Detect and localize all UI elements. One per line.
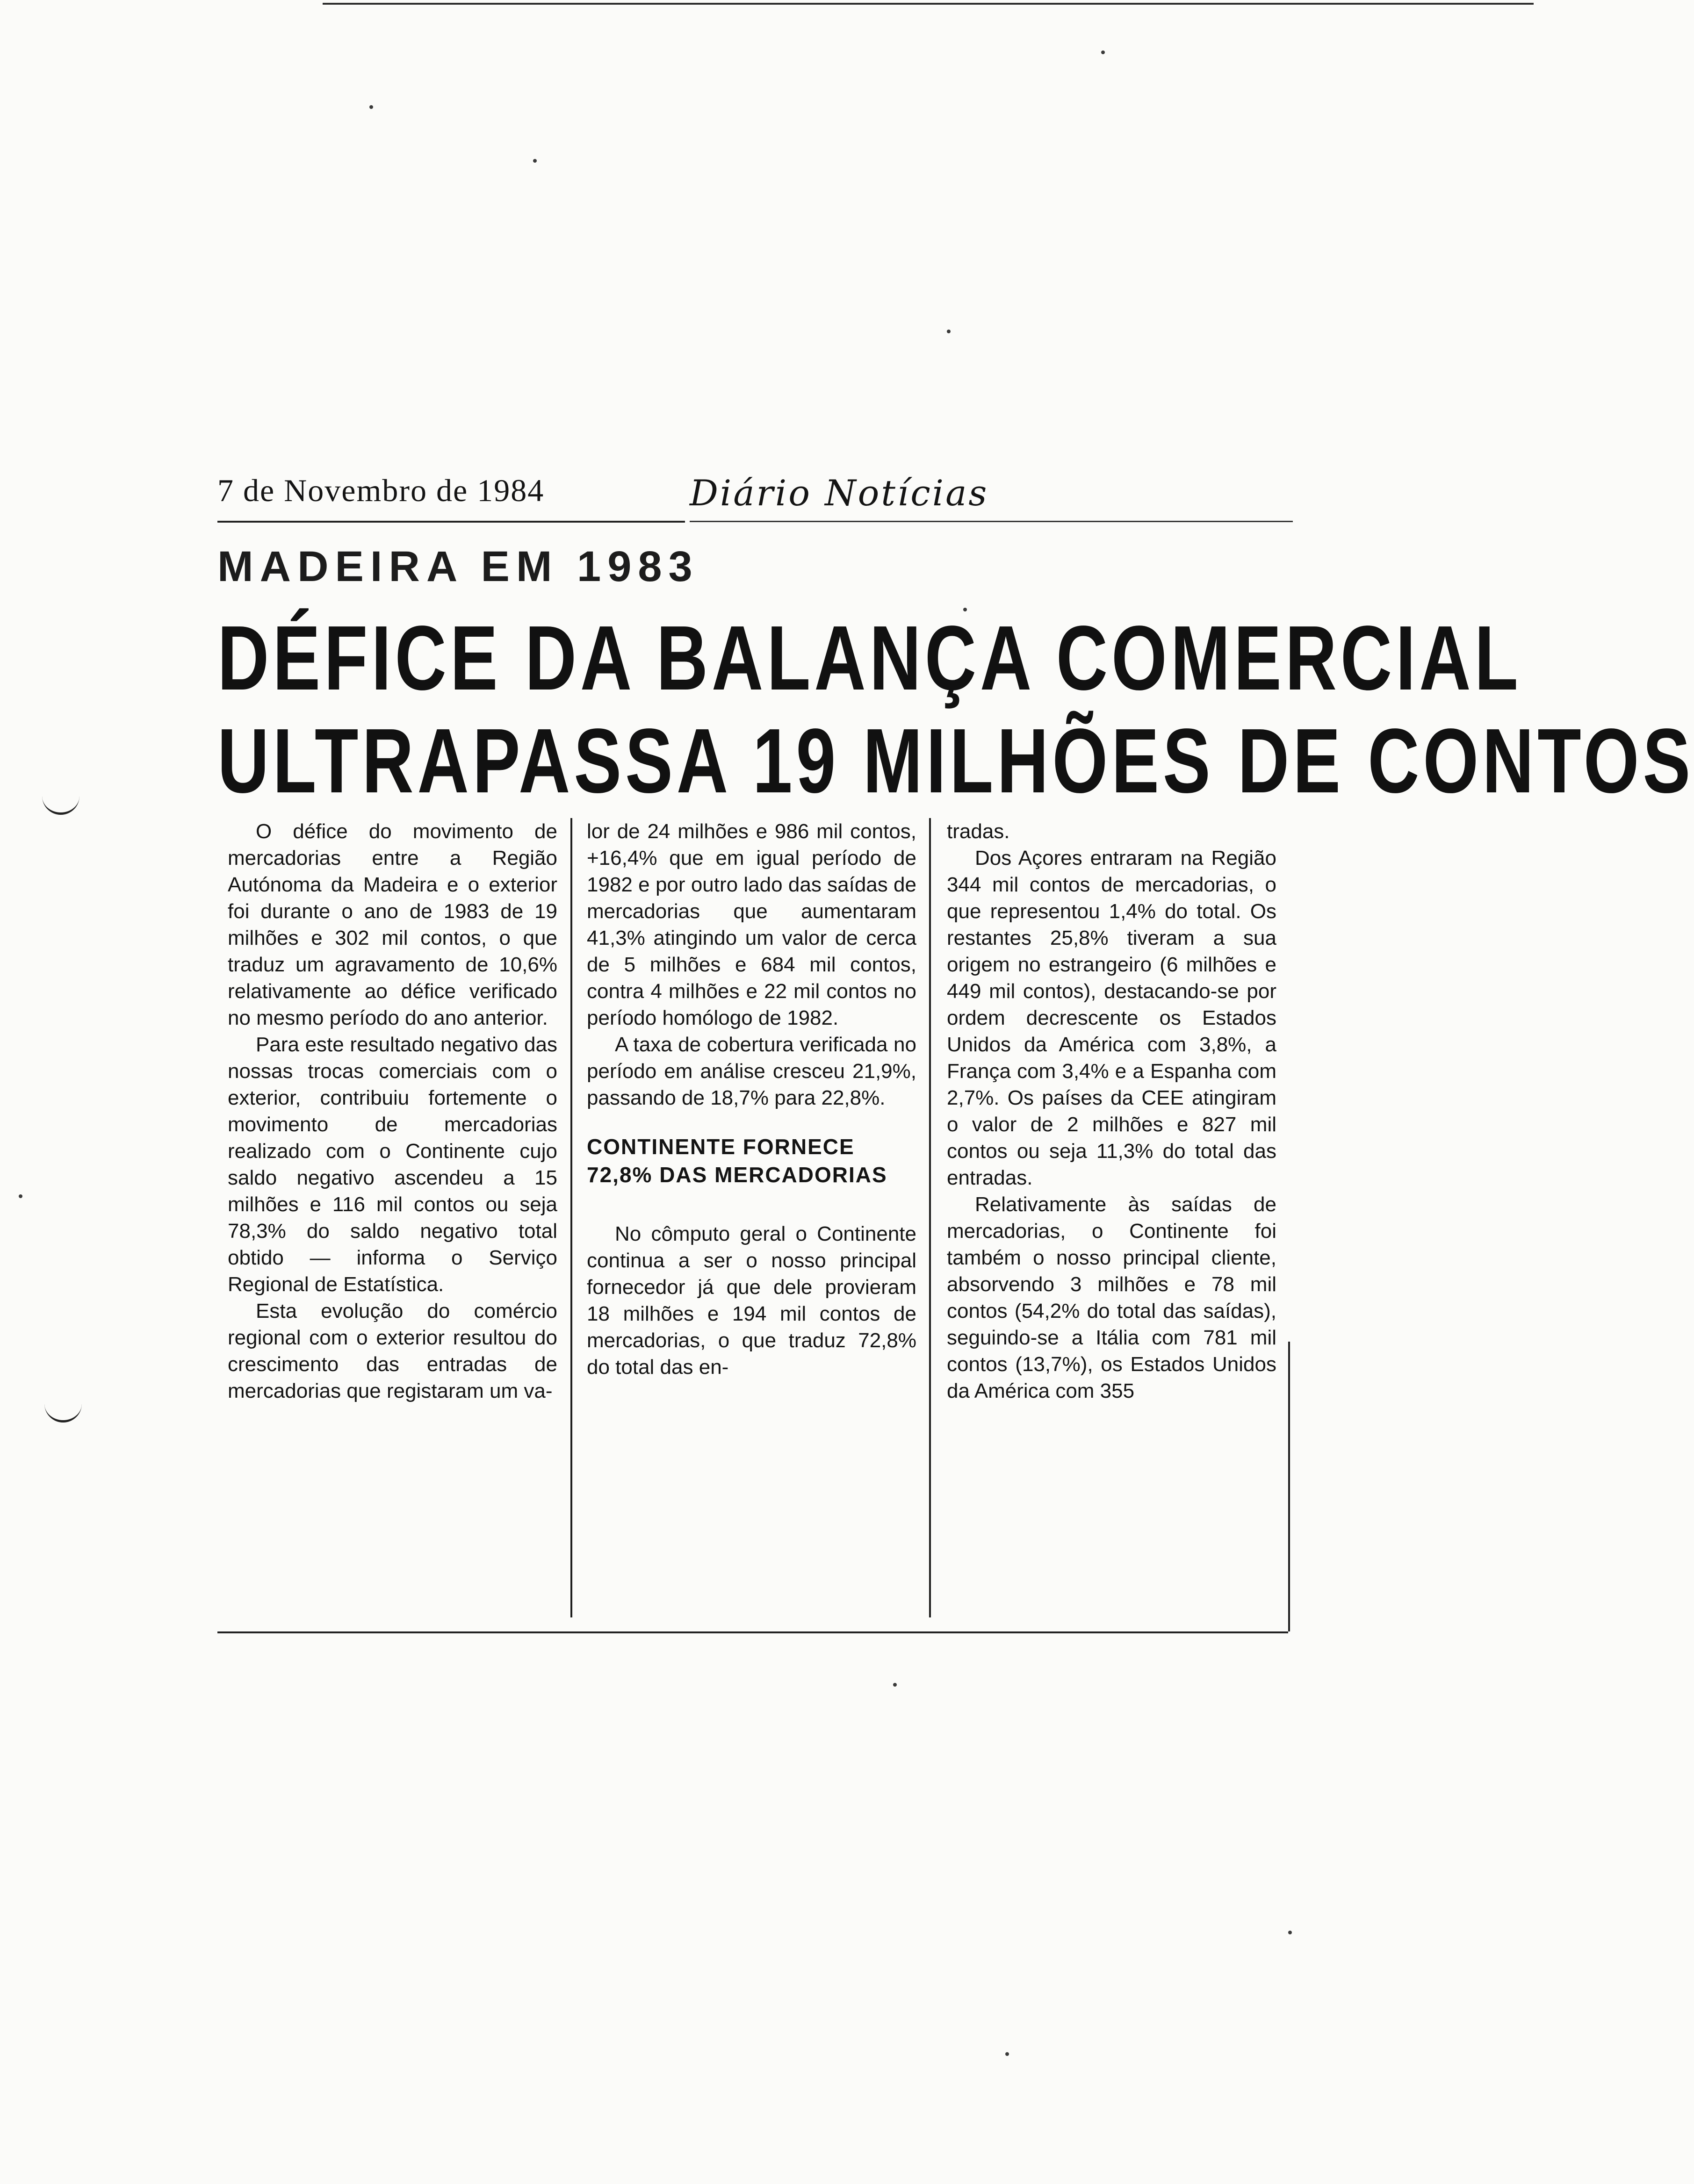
publication-underline (690, 521, 1293, 522)
publication-name: Diário Notícias (690, 472, 989, 514)
article-column-2 (587, 818, 916, 1380)
paragraph: O défice do movimento de mercadorias entre a Região Autónoma da Madeira e o exterior foi durante o ano de 1983 de 19 milhões e 302 mil contos, o que traduz um agravamento de 10,6% relativamente ao défice verificado no mesmo período do ano anterior. (228, 820, 557, 1029)
column-divider (929, 818, 931, 1617)
article-column-1 (228, 818, 557, 1404)
paragraph: No cômputo geral o Continente continua a ser o nosso principal fornecedor já que dele provieram 18 milhões e 194 mil contos de mercadorias, o que traduz 72,8% do total das en- (587, 1222, 916, 1379)
paragraph: Para este resultado negativo das nossas trocas comerciais com o exterior, contribuiu fortemente o movimento de mercadorias realizado com o Continente cujo saldo negativo ascendeu a 15 milhões e 116 mil contos ou seja 78,3% do saldo negativo total obtido — informa o Serviço Regional de Estatística. (228, 1033, 557, 1296)
article-column-3 (947, 818, 1276, 1404)
column-edge-rule (1288, 1342, 1290, 1631)
scan-speck (1101, 50, 1105, 54)
paragraph: Relativamente às saídas de mercadorias, o Continente foi também o nosso principal cliente, absorvendo 3 milhões e 78 mil contos (54,2% do total das saídas), seguindo-se a Itália com 781 mil contos (13,7%), os Estados Unidos da América com 355 (947, 1193, 1276, 1402)
scan-speck (1005, 2052, 1009, 2056)
scan-speck (369, 105, 373, 109)
newspaper-clipping (217, 472, 1694, 1645)
headline-line-2: ULTRAPASSA 19 MILHÕES DE CONTOS (217, 710, 1694, 812)
scan-speck (947, 330, 951, 333)
scan-speck (533, 159, 537, 163)
column-divider (570, 818, 572, 1617)
scan-speck (1288, 1931, 1292, 1934)
page-top-edge-rule (323, 3, 1534, 5)
paragraph: lor de 24 milhões e 986 mil contos, +16,4% que em igual período de 1982 e por outro lado das saídas de mercadorias que aumentaram 41,3% atingindo um valor de cerca de 5 milhões e 684 mil contos, contra 4 milhões e 22 mil contos no período homólogo de 1982. (587, 820, 916, 1029)
scan-speck (19, 1194, 22, 1198)
paragraph: Dos Açores entraram na Região 344 mil contos de mercadorias, o que representou 1,4% do total. Os restantes 25,8% tiveram a sua origem no estrangeiro (6 milhões e 449 mil contos), destacando-se por ordem decrescente os Estados Unidos da América com 3,8%, a França com 3,4% e a Espanha com 2,7%. Os países da CEE atingiram o valor de 2 milhões e 827 mil contos ou seja 11,3% do total das entradas. (947, 847, 1276, 1189)
hole-punch-mark (42, 790, 79, 815)
scan-speck (893, 1683, 897, 1687)
article-columns (217, 818, 1293, 1634)
article-subheading: CONTINENTE FORNECE 72,8% DAS MERCADORIAS (587, 1135, 887, 1187)
hole-punch-mark (44, 1398, 82, 1422)
dateline (217, 472, 1293, 524)
paragraph: A taxa de cobertura verificada no período em análise cresceu 21,9%, passando de 18,7% para 22,8%. (587, 1033, 916, 1109)
headline-line-1: DÉFICE DA BALANÇA COMERCIAL (217, 607, 1522, 709)
publication-date: 7 de Novembro de 1984 (217, 473, 545, 508)
paragraph: tradas. (947, 820, 1010, 843)
paragraph: Esta evolução do comércio regional com o exterior resultou do crescimento das entradas de mercadorias que registaram um va- (228, 1300, 557, 1402)
date-underline (217, 521, 685, 523)
article-kicker: MADEIRA EM 1983 (217, 543, 699, 590)
clipping-bottom-rule (217, 1631, 1288, 1633)
